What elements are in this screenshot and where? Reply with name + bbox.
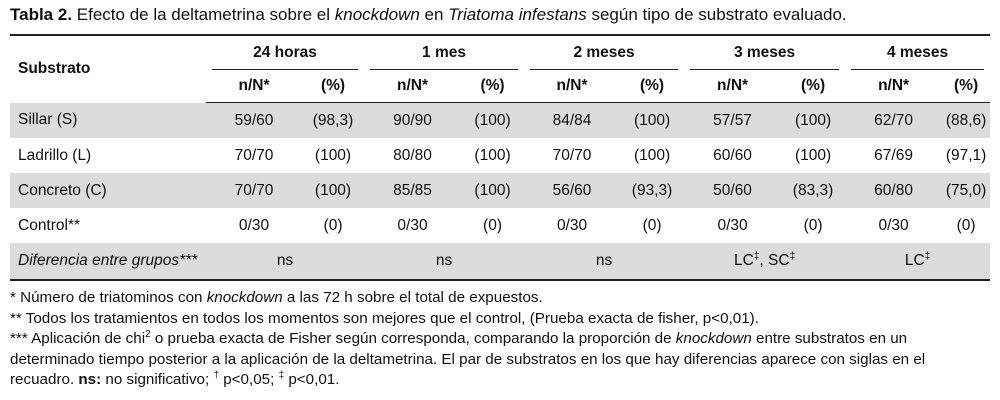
cell: (100) <box>461 173 524 208</box>
group-header-24h: 24 horas <box>206 35 364 70</box>
substrato-header: Substrato <box>18 60 91 78</box>
cell: (100) <box>794 146 832 164</box>
cell: 80/80 <box>393 146 432 164</box>
cell: 0/30 <box>238 216 270 234</box>
difference-label: Diferencia entre grupos*** <box>10 243 206 280</box>
subheader-pct: (%) <box>942 70 990 103</box>
cell: (0) <box>956 216 976 234</box>
cell: 0/30 <box>556 216 588 234</box>
subheader-pct: (%) <box>620 70 684 103</box>
footnote-1: * Número de triatominos con knockdown a las 72 h sobre el total de expuestos. <box>10 289 543 306</box>
cell: (98,3) <box>302 103 364 139</box>
cell: 70/70 <box>206 173 302 208</box>
diff-cell-2m: ns <box>524 243 684 280</box>
results-table <box>10 34 990 281</box>
cell: 50/60 <box>684 173 781 208</box>
subheader-n: n/N* <box>524 70 620 103</box>
cell: 70/70 <box>234 146 274 164</box>
cell: (88,6) <box>942 103 990 139</box>
diff-cell-24h: ns <box>206 243 364 280</box>
subheader-n: n/N* <box>206 70 302 103</box>
table-row <box>10 173 990 208</box>
cell: 90/90 <box>364 103 461 139</box>
cell: 0/30 <box>878 216 909 234</box>
cell: (100) <box>633 146 671 164</box>
cell: 70/70 <box>552 146 592 164</box>
row-label: Ladrillo (L) <box>18 146 92 164</box>
cell: (0) <box>483 216 502 234</box>
table-caption: Tabla 2. Efecto de la deltametrina sobre el knockdown en Triatoma infestans según tipo de substrato evaluado. <box>10 5 847 24</box>
cell: 67/69 <box>874 146 913 164</box>
group-header-1m: 1 mes <box>364 35 524 70</box>
subheader-pct: (%) <box>302 70 364 103</box>
row-label: Concreto (C) <box>10 173 206 208</box>
cell: 57/57 <box>684 103 781 139</box>
cell: (0) <box>803 216 823 234</box>
cell: (100) <box>302 173 364 208</box>
cell: 85/85 <box>364 173 461 208</box>
row-label: Control** <box>18 216 81 234</box>
subheader-n: n/N* <box>684 70 781 103</box>
cell: 59/60 <box>206 103 302 139</box>
caption-label: Tabla 2. <box>10 5 73 24</box>
table-footnotes <box>10 288 990 391</box>
cell: (0) <box>642 216 662 234</box>
group-header-3m: 3 meses <box>684 35 845 70</box>
diff-cell-1m: ns <box>364 243 524 280</box>
cell: (93,3) <box>620 173 684 208</box>
cell: 56/60 <box>524 173 620 208</box>
cell: 0/30 <box>397 216 428 234</box>
group-header-2m: 2 meses <box>524 35 684 70</box>
cell: (100) <box>474 146 511 164</box>
subheader-pct: (%) <box>781 70 845 103</box>
cell: (100) <box>781 103 845 139</box>
cell: 84/84 <box>524 103 620 139</box>
table-row <box>10 138 990 173</box>
group-header-4m: 4 meses <box>845 35 990 70</box>
difference-row <box>10 243 990 280</box>
cell: (100) <box>314 146 352 164</box>
cell: (97,1) <box>945 146 987 164</box>
table-row <box>10 208 990 243</box>
footnote-2: ** Todos los tratamientos en todos los momentos son mejores que el control, (Prueba exacta de fisher, p<0,01). <box>10 309 759 327</box>
subheader-n: n/N* <box>364 70 461 103</box>
cell: 60/60 <box>713 146 752 164</box>
cell: 60/80 <box>845 173 942 208</box>
cell: (0) <box>323 216 343 234</box>
diff-cell-3m: LC‡, SC‡ <box>684 243 845 280</box>
footnote-3: *** Aplicación de chi$^2$ o prueba exacta de Fisher según corresponda, comparando la proporción de knockdown entre substratos en un determinado tiempo posterior a la aplicación de la deltametrina. El par de substratos en los que hay diferencias aparece con siglas en el recuadro. ns: no significativo; † p<0,05; ‡ p<0,01. <box>10 328 926 388</box>
cell: (100) <box>620 103 684 139</box>
cell: 62/70 <box>845 103 942 139</box>
cell: (75,0) <box>942 173 990 208</box>
row-label: Sillar (S) <box>10 103 206 139</box>
subheader-n: n/N* <box>845 70 942 103</box>
table-row <box>10 103 990 139</box>
cell: (83,3) <box>781 173 845 208</box>
cell: (100) <box>461 103 524 139</box>
subheader-pct: (%) <box>461 70 524 103</box>
cell: 0/30 <box>717 216 748 234</box>
diff-cell-4m: LC‡ <box>845 243 990 280</box>
